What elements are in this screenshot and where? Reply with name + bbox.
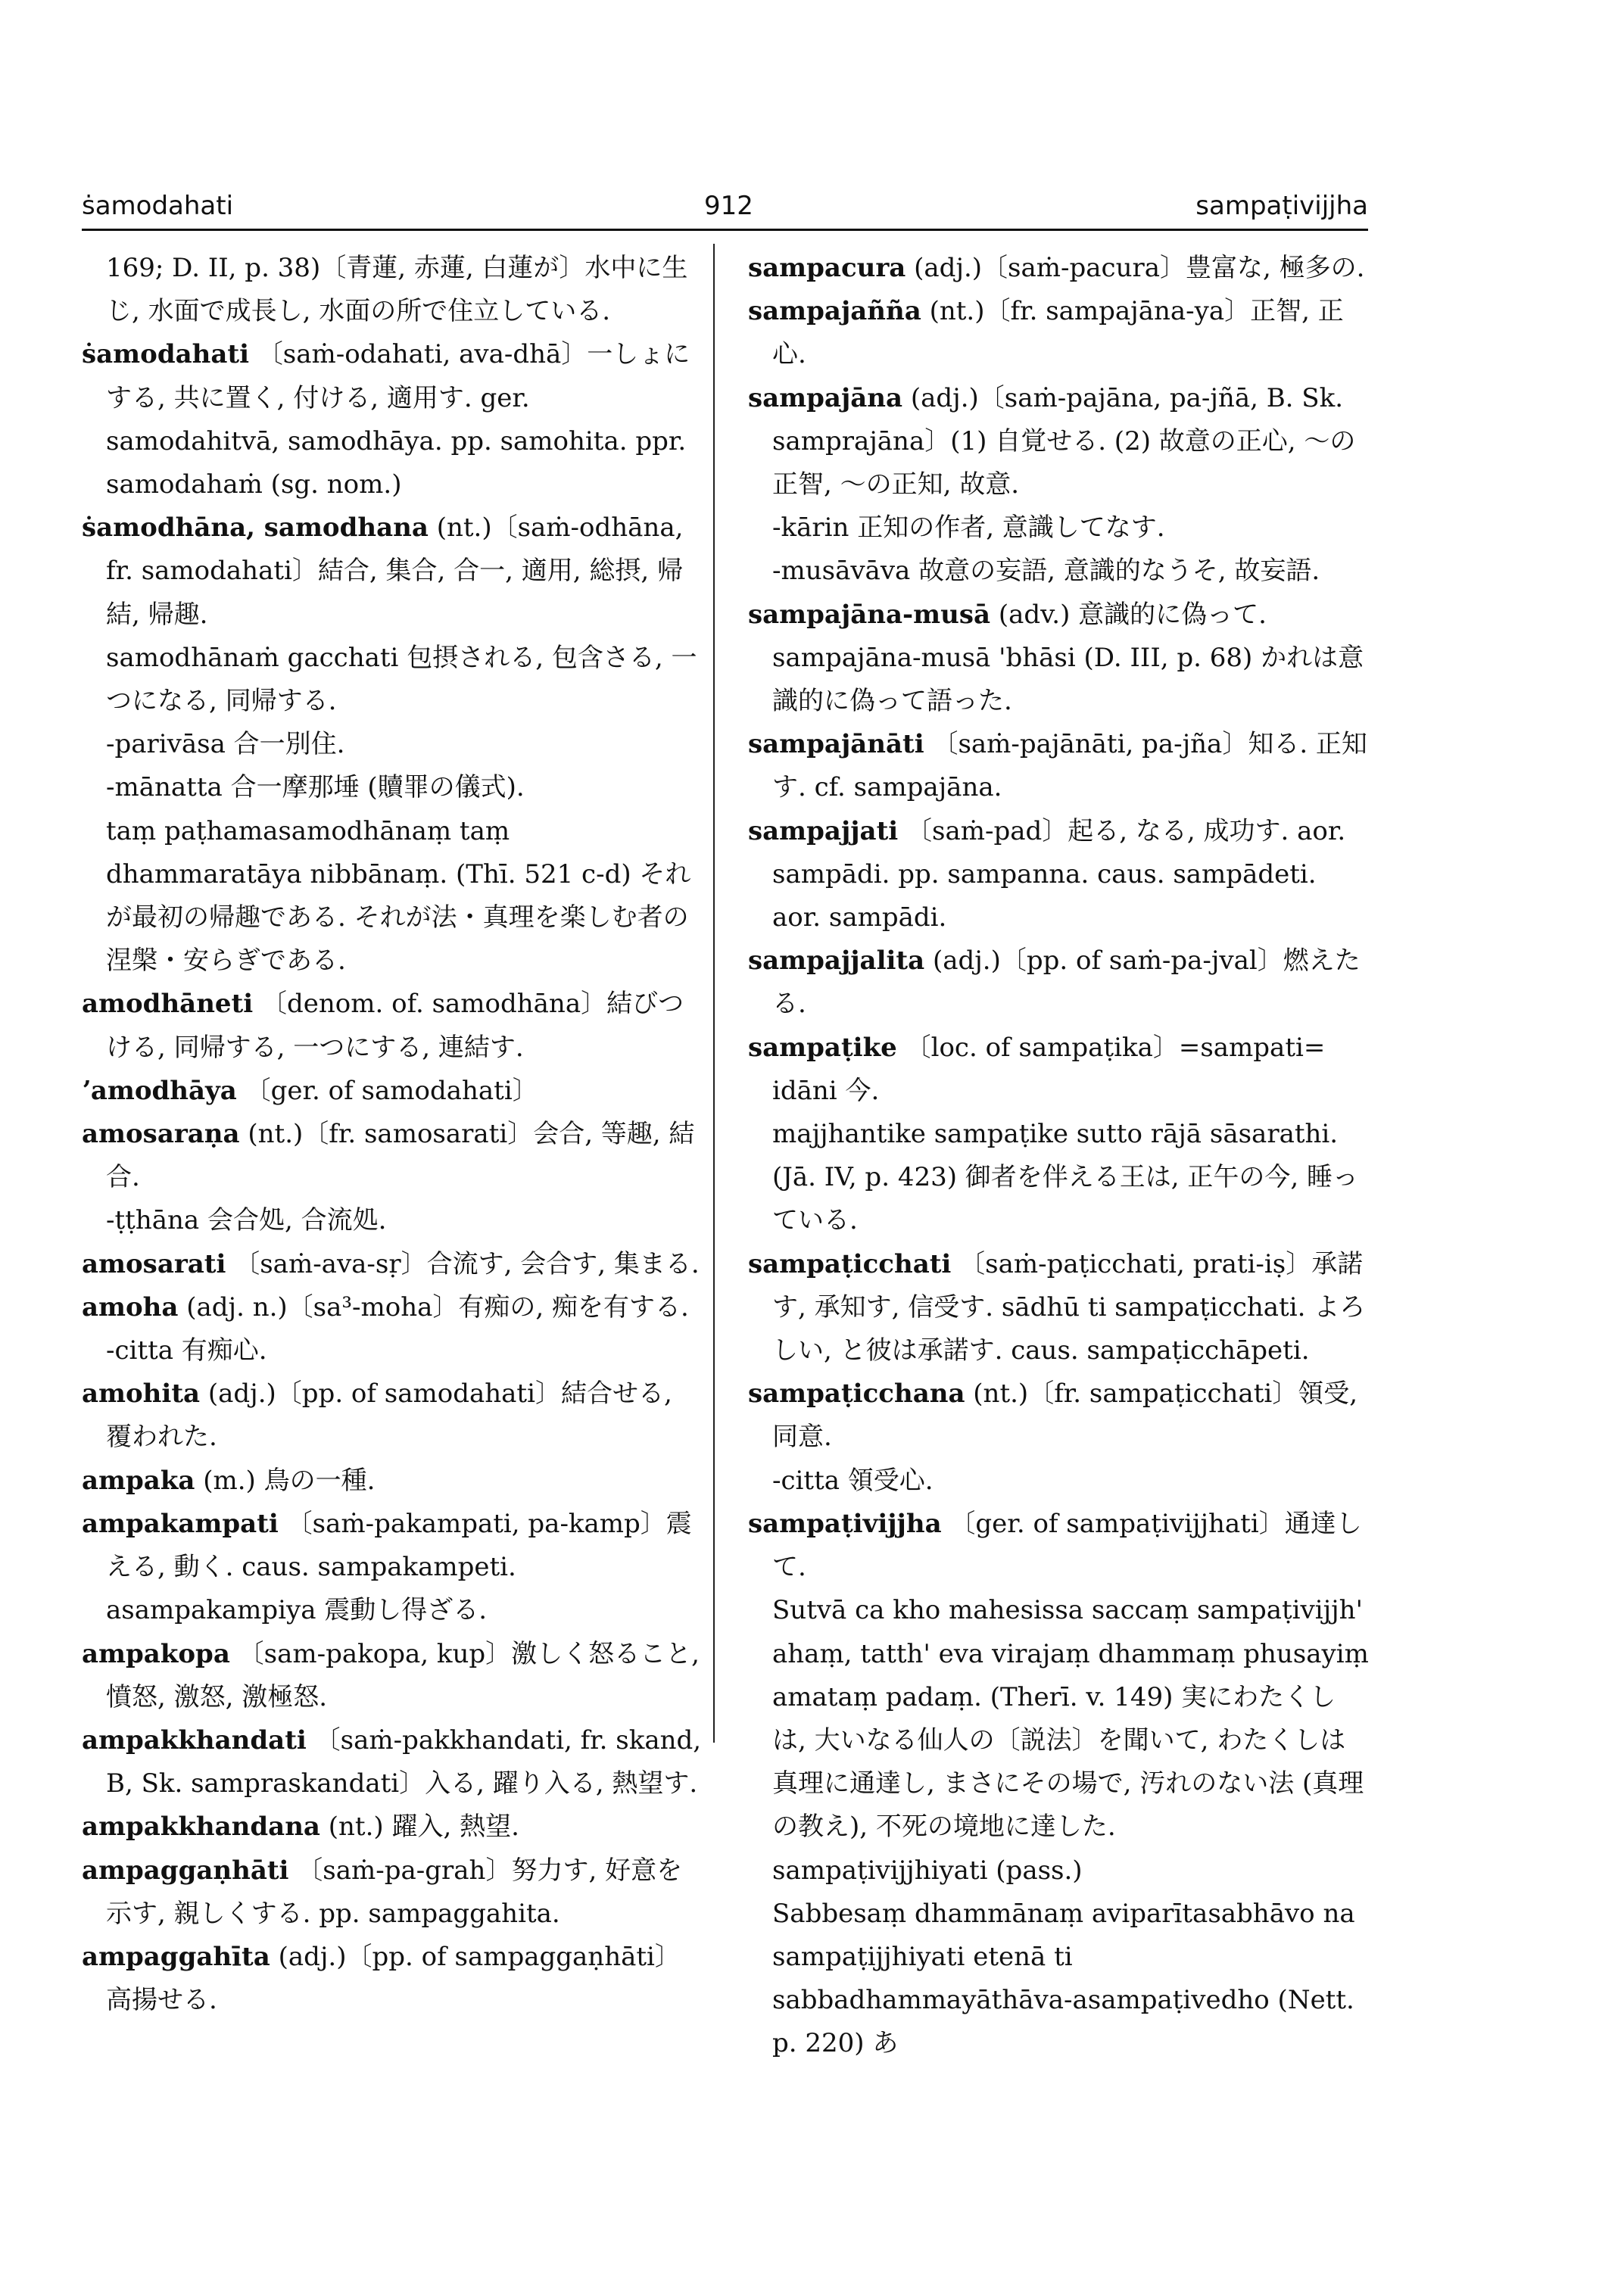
dictionary-entry [82, 1936, 703, 2022]
entry-continuation [748, 1589, 1369, 1849]
dictionary-entry [82, 1849, 703, 1936]
entry-headword: ampaggaṇhāti [82, 1855, 289, 1886]
entry-text: Sabbesaṃ dhammānaṃ aviparītasabhāvo na sampaṭijjhiyati etenā ti sabbadhammayāthāva-asampaṭivedho (Nett. p. 220) あ [772, 1898, 1355, 2059]
running-head-right: sampaṭivijjha [1195, 191, 1368, 221]
entry-text: 〔saṁ-pa-grah〕努力す, 好意を示す, 親しくする. pp. sampaggahita. [106, 1855, 683, 1929]
entry-headword: sampacura [748, 253, 906, 283]
dictionary-entry [82, 1719, 703, 1805]
entry-text: 〔loc. of sampaṭika〕=sampati= idāni 今. [772, 1032, 1326, 1106]
entry-continuation [82, 1329, 703, 1372]
entry-text: sampaṭivijjhiyati (pass.) [772, 1855, 1083, 1886]
entry-headword: sampaṭicchati [748, 1248, 952, 1279]
dictionary-entry [748, 1372, 1369, 1459]
entry-text: (adj. n.)〔sa³-moha〕有痴の, 痴を有する. [186, 1291, 689, 1323]
entry-continuation [82, 247, 703, 333]
entry-headword: sampajañña [748, 296, 921, 327]
entry-text: 〔saṁ-pakkhandati, fr. skand, B, Sk. sampraskandati〕入る, 躍り入る, 熱望す. [106, 1724, 702, 1799]
entry-text: taṃ paṭhamasamodhānaṃ taṃ dhammaratāya nibbānaṃ. (Thī. 521 c-d) それが最初の帰趣である. それが法・真理を楽しむ者の涅槃・安らぎである. [106, 815, 691, 977]
entry-text: -parivāsa 合一別住. [106, 729, 345, 760]
entry-text: (adj.)〔saṁ-pacura〕豊富な, 極多の. [914, 253, 1365, 283]
entry-text: (nt.)〔fr. samosarati〕会合, 等趣, 結合. [106, 1119, 695, 1193]
dictionary-entry [748, 810, 1369, 940]
running-head-left: ṡamodahati [82, 191, 234, 221]
dictionary-entry [82, 1503, 703, 1633]
dictionary-entry [82, 1113, 703, 1199]
dictionary-entry [748, 939, 1369, 1026]
dictionary-entry [748, 723, 1369, 809]
entry-text: -kārin 正知の作者, 意識してなす. [772, 512, 1165, 544]
entry-text: 〔saṁ-ava-sṛ〕合流す, 会合す, 集まる. [234, 1248, 700, 1279]
entry-text: (nt.)〔fr. sampajāna-ya〕正智, 正心. [772, 296, 1344, 370]
entry-text: (nt.) 躍入, 熱望. [328, 1812, 519, 1843]
entry-text: (adj.)〔pp. of saṁ-pa-jval〕燃えたる. [772, 946, 1361, 1020]
dictionary-entry [748, 377, 1369, 507]
entry-text: 〔saṁ-pakampati, pa-kamp〕震える, 動く. caus. sampakampeti. asampakampiya 震動し得ざる. [106, 1508, 692, 1626]
entry-headword: sampaṭicchana [748, 1379, 965, 1410]
entry-text: (m.) 鳥の一種. [203, 1465, 376, 1496]
left-column [82, 247, 703, 2022]
dictionary-entry [82, 1372, 703, 1459]
entry-continuation [82, 810, 703, 983]
entry-text: (adj.)〔pp. of sampaggaṇhāti〕高揚せる. [106, 1941, 681, 2016]
entry-text: (nt.)〔saṁ-odhāna, fr. samodahati〕結合, 集合, 合一, 適用, 総摂, 帰結, 帰趣. [106, 512, 684, 630]
entry-text: 〔ger. of sampaṭivijjhati〕通達して. [772, 1508, 1362, 1583]
entry-text: -ṭṭhāna 会合処, 合流処. [106, 1205, 387, 1236]
entry-text: (adj.)〔pp. of samodahati〕結合せる, 覆われた. [106, 1379, 672, 1453]
entry-text: -citta 有痴心. [106, 1335, 267, 1366]
right-column [748, 247, 1369, 2066]
entry-text: 〔ger. of samodahati〕 [245, 1075, 538, 1106]
entry-headword: amosarati [82, 1248, 226, 1279]
entry-text: 〔denom. of. samodhāna〕結びつける, 同帰する, 一つにする, 連結す. [106, 989, 684, 1063]
entry-headword: ampakampati [82, 1508, 279, 1539]
entry-text: (adv.) 意識的に偽って. [998, 599, 1267, 630]
entry-headword: sampajjati [748, 815, 899, 846]
entry-text: samodhānaṁ gacchati 包摂される, 包含さる, 一つになる, 同帰する. [106, 642, 697, 717]
entry-continuation [748, 506, 1369, 550]
entry-text: sampajāna-musā 'bhāsi (D. III, p. 68) かれは意識的に偽って語った. [772, 642, 1364, 717]
dictionary-entry [82, 1243, 703, 1286]
entry-continuation [82, 766, 703, 809]
entry-headword: amoha [82, 1291, 179, 1323]
dictionary-entry [82, 1070, 703, 1113]
entry-text: 〔sam-pakopa, kup〕激しく怒ること, 憤怒, 激怒, 激極怒. [106, 1638, 700, 1712]
entry-text: 〔saṁ-pad〕起る, なる, 成功す. aor. sampādi. pp. sampanna. caus. sampādeti. aor. sampādi. [772, 815, 1346, 933]
entry-headword: ampaggahīta [82, 1941, 270, 1972]
dictionary-entry [748, 1243, 1369, 1373]
entry-continuation [82, 723, 703, 766]
page-number: 912 [704, 191, 753, 221]
entry-continuation [82, 1199, 703, 1242]
entry-text: 〔saṁ-paṭicchati, prati-iṣ〕承諾す, 承知す, 信受す. sādhū ti sampaṭicchati. よろしい, と彼は承諾す. caus. sampaṭicchāpeti. [772, 1248, 1366, 1366]
dictionary-entry [82, 1460, 703, 1503]
entry-text: 169; D. II, p. 38)〔青蓮, 赤蓮, 白蓮が〕水中に生じ, 水面で成長し, 水面の所で住立している. [106, 253, 688, 327]
entry-continuation [748, 550, 1369, 593]
dictionary-entry [82, 333, 703, 506]
dictionary-entry [748, 247, 1369, 290]
entry-headword: sampajāna-musā [748, 599, 991, 630]
dictionary-entry [748, 594, 1369, 637]
entry-continuation [748, 1113, 1369, 1243]
entry-headword: sampajāna [748, 382, 903, 413]
entry-text: -musāvāva 故意の妄語, 意識的なうそ, 故妄語. [772, 556, 1320, 587]
entry-continuation [748, 1893, 1369, 2066]
entry-continuation [82, 637, 703, 723]
entry-headword: ʼamodhāya [82, 1075, 237, 1106]
dictionary-entry [82, 1805, 703, 1849]
entry-text: -citta 領受心. [772, 1465, 934, 1496]
entry-continuation [748, 637, 1369, 723]
dictionary-entry [748, 1503, 1369, 1589]
entry-text: 〔saṁ-pajānāti, pa-jña〕知る. 正知す. cf. sampajāna. [772, 729, 1367, 803]
entry-continuation [748, 1460, 1369, 1503]
entry-headword: ṡamodhāna, samodhana [82, 512, 429, 544]
entry-headword: amosaraṇa [82, 1119, 240, 1150]
column-divider [713, 244, 715, 1743]
dictionary-entry [748, 290, 1369, 376]
entry-headword: sampajānāti [748, 729, 924, 760]
entry-headword: amodhāneti [82, 989, 254, 1020]
entry-headword: ampakkhandati [82, 1724, 307, 1756]
header-rule [82, 229, 1368, 231]
entry-text: -mānatta 合一摩那埵 (贖罪の儀式). [106, 772, 525, 803]
dictionary-entry [82, 1286, 703, 1329]
entry-headword: ṡamodahati [82, 339, 249, 370]
entry-headword: ampaka [82, 1465, 195, 1496]
entry-text: (adj.)〔saṁ-pajāna, pa-jñā, B. Sk. samprajāna〕(1) 自覚せる. (2) 故意の正心, ～の正智, ～の正知, 故意. [772, 382, 1356, 500]
entry-text: 〔saṁ-odahati, ava-dhā〕一しょにする, 共に置く, 付ける, 適用す. ger. samodahitvā, samodhāya. pp. samohita. ppr. samodahaṁ (sg. nom.) [106, 339, 690, 500]
dictionary-entry [748, 1027, 1369, 1113]
entry-text: majjhantike sampaṭike sutto rājā sāsarathi. (Jā. IV, p. 423) 御者を伴える王は, 正午の今, 睡っている. [772, 1119, 1359, 1236]
entry-headword: ampakkhandana [82, 1812, 320, 1843]
dictionary-entry [82, 1633, 703, 1719]
dictionary-entry [82, 506, 703, 637]
dictionary-entry [82, 983, 703, 1069]
entry-headword: sampajjalita [748, 946, 925, 977]
entry-headword: amohita [82, 1379, 201, 1410]
entry-headword: sampaṭivijjha [748, 1508, 942, 1539]
entry-headword: ampakopa [82, 1638, 230, 1669]
entry-text: Sutvā ca kho mahesissa saccaṃ sampaṭivijjh' ahaṃ, tatth' eva virajaṃ dhammaṃ phusayiṃ amataṃ padaṃ. (Therī. v. 149) 実にわたくしは, 大いなる仙人の〔説法〕を聞いて, わたくしは真理に通達し, まさにその場で, 汚れのない法 (真理の教え), 不死の境地に達した. [772, 1595, 1369, 1843]
entry-continuation [748, 1849, 1369, 1893]
entry-headword: sampaṭike [748, 1032, 897, 1063]
entry-text: (nt.)〔fr. sampaṭicchati〕領受, 同意. [772, 1379, 1358, 1453]
